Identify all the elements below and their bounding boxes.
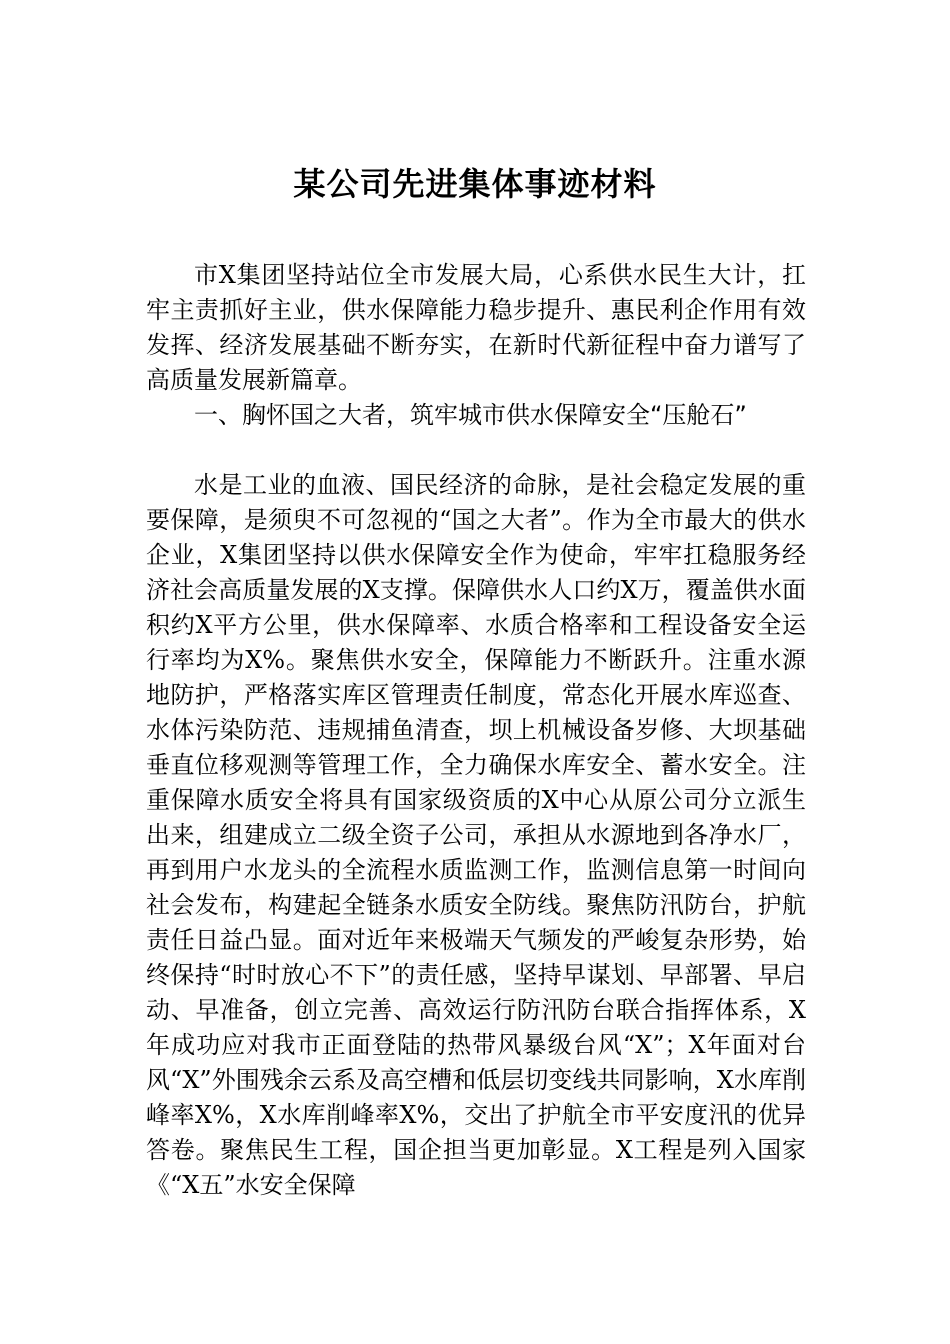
document-title: 某公司先进集体事迹材料 [293,165,657,203]
intro-paragraph: 市X集团坚持站位全市发展大局，心系供水民生大计，扛牢主责抓好主业，供水保障能力稳步提升、惠民利企作用有效发挥、经济发展基础不断夯实，在新时代新征程中奋力谱写了高质量发展新篇章。 [146,261,806,394]
section-heading: 一、胸怀国之大者，筑牢城市供水保障安全“压舱石” [194,401,747,429]
section-paragraph: 水是工业的血液、国民经济的命脉，是社会稳定发展的重要保障，是须臾不可忽视的“国之大者”。作为全市最大的供水企业，X集团坚持以供水保障安全作为使命，牢牢扛稳服务经济社会高质量发展的X支撑。保障供水人口约X万，覆盖供水面积约X平方公里，供水保障率、水质合格率和工程设备安全运行率均为X%。聚焦供水安全，保障能力不断跃升。注重水源地防护，严格落实库区管理责任制度，常态化开展水库巡查、水体污染防范、违规捕鱼清查，坝上机械设备岁修、大坝基础垂直位移观测等管理工作，全力确保水库安全、蓄水安全。注重保障水质安全将具有国家级资质的X中心从原公司分立派生出来，组建成立二级全资子公司，承担从水源地到各净水厂，再到用户水龙头的全流程水质监测工作，监测信息第一时间向社会发布，构建起全链条水质安全防线。聚焦防汛防台，护航责任日益凸显。面对近年来极端天气频发的严峻复杂形势，始终保持“时时放心不下”的责任感，坚持早谋划、早部署、早启动、早准备，创立完善、高效运行防汛防台联合指挥体系，X年成功应对我市正面登陆的热带风暴级台风“X”；X年面对台风“X”外围残余云系及高空槽和低层切变线共同影响，X水库削峰率X%，X水库削峰率X%，交出了护航全市平安度汛的优异答卷。聚焦民生工程，国企担当更加彰显。X工程是列入国家《“X五”水安全保障 [146,471,806,1199]
